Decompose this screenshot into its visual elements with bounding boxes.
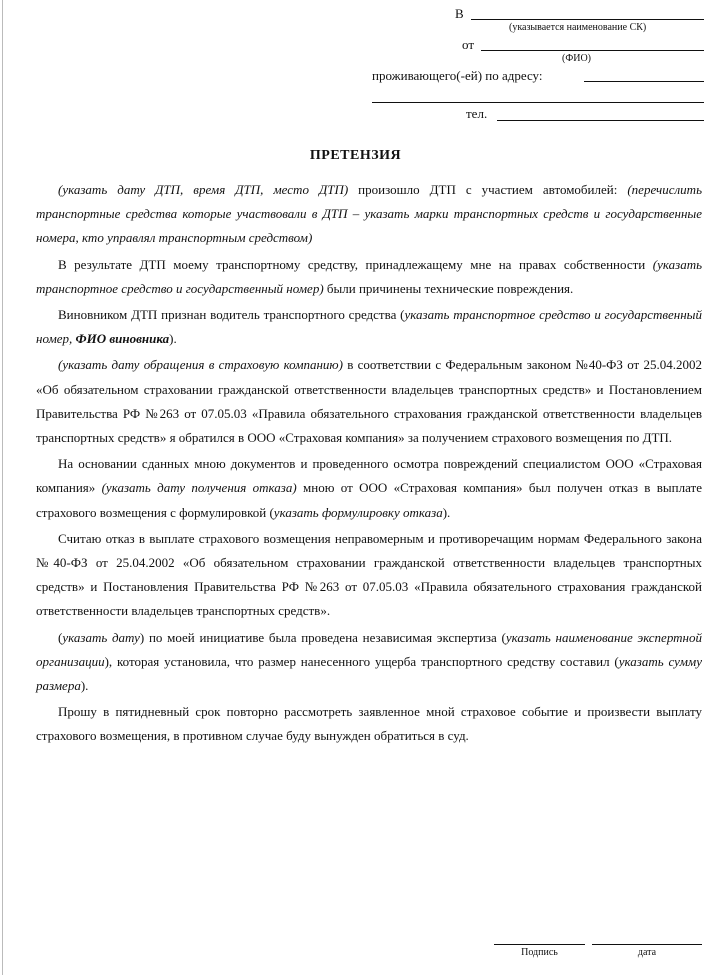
date-line bbox=[592, 944, 702, 945]
paragraph-expertise bbox=[36, 626, 702, 699]
hint-damage-amount: указать сумму размера bbox=[36, 653, 702, 694]
hint-expert-organization: указать наименование экспертной организации bbox=[36, 629, 702, 669]
hint-expertise-date: указать дату bbox=[62, 629, 140, 645]
text-culprit-b: ). bbox=[169, 331, 177, 347]
full-name-line bbox=[481, 50, 704, 51]
hint-own-vehicle: (указать транспортное средство и государственный номер) bbox=[36, 256, 702, 296]
hint-refusal-date: (указать дату получения отказа) bbox=[101, 480, 297, 496]
address-label: проживающего(-ей) по адресу: bbox=[372, 68, 543, 83]
paragraph-unlawful bbox=[36, 527, 702, 624]
to-prefix: В bbox=[455, 6, 464, 21]
text-culprit-a: Виновником ДТП признан водитель транспортного средства ( bbox=[58, 307, 405, 323]
text-application: в соответствии с Федеральным законом №40-ФЗ от 25.04.2002 «Об обязательном страховании гражданской ответственности владельцев транспортных средств» и Постановлением Правительства РФ №263 от 07.05.03 «Правила обязательного страхования гражданской ответственности владельцев транспортных средств» я обратился в ООО «Страховая компания» за получением страхового возмещения по ДТП. bbox=[36, 357, 702, 446]
text-refusal-b: мною от ООО «Страховая компания» был получен отказ в выплате страхового возмещения с формулировкой ( bbox=[36, 480, 702, 520]
text-accident: произошло ДТП с участием автомобилей: bbox=[348, 182, 628, 197]
signature-line bbox=[494, 944, 585, 945]
full-name-hint: (ФИО) bbox=[562, 53, 592, 64]
signature-label: Подпись bbox=[521, 947, 558, 958]
text-refusal-a: На основании сданных мною документов и проведенного осмотра повреждений специалистом ООО «Страховая компания» bbox=[36, 456, 702, 496]
hint-accident-date: (указать дату ДТП, время ДТП, место ДТП) bbox=[58, 182, 349, 197]
document-title: ПРЕТЕНЗИЯ bbox=[309, 148, 402, 163]
claim-body bbox=[36, 178, 702, 751]
phone-label: тел. bbox=[466, 106, 488, 121]
hint-refusal-wording: указать формулировку отказа bbox=[273, 504, 443, 520]
paragraph-damage bbox=[36, 253, 702, 301]
address-line-2 bbox=[372, 102, 704, 103]
paragraph-request bbox=[36, 700, 702, 748]
paragraph-culprit bbox=[36, 303, 702, 351]
text-expertise-a: ( bbox=[58, 629, 63, 645]
address-line-1 bbox=[584, 81, 704, 82]
from-prefix: от bbox=[462, 37, 475, 52]
hint-vehicles: (перечислить транспортные средства которые участвовали в ДТП – указать марки транспортных средств и государственные номера, кто управлял транспортным средством) bbox=[36, 182, 702, 246]
text-expertise-b: ) по моей инициативе была проведена независимая экспертиза ( bbox=[139, 629, 506, 645]
paragraph-refusal bbox=[36, 452, 702, 525]
hint-application-date: (указать дату обращения в страховую компанию) bbox=[58, 357, 343, 373]
text-expertise-c: ), которая установила, что размер нанесенного ущерба транспортного средству составил ( bbox=[104, 653, 619, 669]
insurer-name-hint: (указывается наименование СК) bbox=[509, 22, 647, 33]
paragraph-application bbox=[36, 353, 702, 450]
text-damage-a: В результате ДТП моему транспортному средству, принадлежащему мне на правах собственности bbox=[58, 256, 653, 272]
page-edge-line bbox=[2, 0, 3, 975]
text-request: Прошу в пятидневный срок повторно рассмотреть заявленное мной страховое событие и произвести выплату страхового возмещения, в противном случае буду вынужден обратиться в суд. bbox=[36, 704, 702, 744]
text-unlawful: Считаю отказ в выплате страхового возмещения неправомерным и противоречащим нормам Федерального закона №40-ФЗ от 25.04.2002 «Об обязательном страховании гражданской ответственности владельцев транспортных средств» и Постановления Правительства РФ №263 от 07.05.03 «Правила обязательного страхования гражданской ответственности владельцев транспортных средств». bbox=[36, 530, 702, 619]
date-label: дата bbox=[637, 947, 657, 958]
text-expertise-d: ). bbox=[80, 678, 89, 694]
phone-line bbox=[497, 120, 704, 121]
hint-culprit-name: ФИО виновника bbox=[75, 331, 170, 347]
text-damage-b: были причинены технические повреждения. bbox=[323, 280, 574, 296]
paragraph-accident bbox=[36, 178, 702, 251]
hint-culprit-vehicle: указать транспортное средство и государственный номер, bbox=[36, 307, 702, 347]
text-refusal-c: ). bbox=[442, 504, 451, 520]
insurer-name-line bbox=[471, 19, 704, 20]
